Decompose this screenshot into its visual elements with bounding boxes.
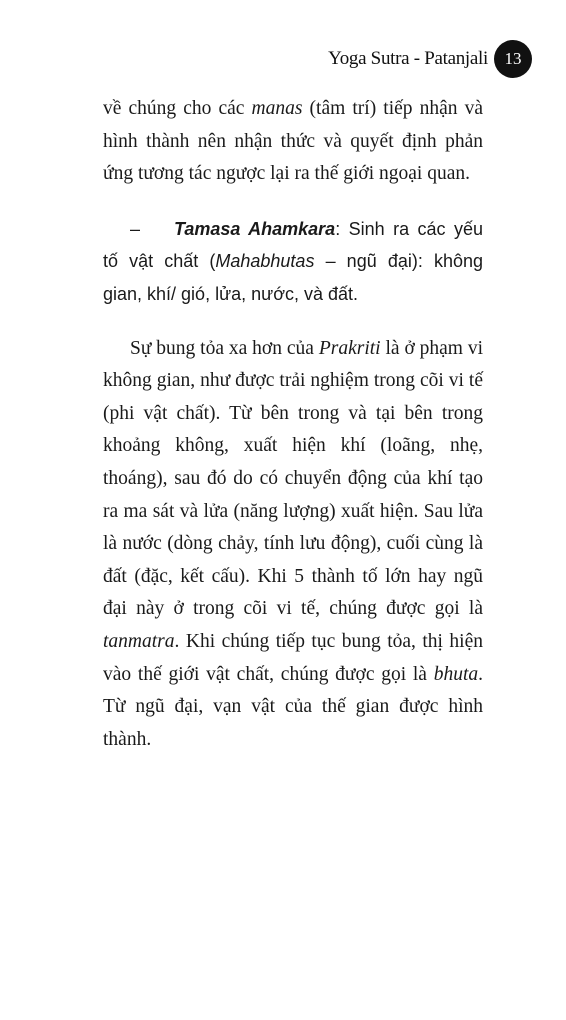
text-span: . Từ ngũ đại, vạn vật của thế gian được hình thành. <box>103 663 483 750</box>
term-tamasa-ahamkara: Tamasa Ahamkara <box>174 218 336 239</box>
term-manas: manas <box>251 98 303 119</box>
term-prakriti: Prakriti <box>318 337 381 359</box>
term-bhuta: bhuta <box>433 663 479 685</box>
text-span: (tâm trí) tiếp nhận và hình thành nên nhận thức và quyết định phản ứng tương tác ngược lại ra thế giới ngoại quan. <box>103 98 483 185</box>
term-tanmatra: tanmatra <box>103 630 175 652</box>
page-number: 13 <box>494 40 532 78</box>
text-span: – ngũ đại): không gian, khí/ gió, lửa, nước, và đất. <box>103 251 483 304</box>
text-span: : Sinh ra các yếu tố vật chất ( <box>103 218 483 272</box>
paragraph-prakriti <box>103 333 483 757</box>
page-header <box>328 40 532 78</box>
term-mahabhutas: Mahabhutas <box>215 251 315 272</box>
text-span: . Khi chúng tiếp tục bung tỏa, thị hiện vào thế giới vật chất, chúng được gọi là <box>103 630 483 685</box>
text-span: là ở phạm vi không gian, như được trải nghiệm trong cõi vi tế (phi vật chất). Từ bên trong và tại bên trong khoảng không, xuất hiện khí (loãng, nhẹ, thoáng), sau đó do có chuyển động của khí tạo ra ma sát và lửa (năng lượng) xuất hiện. Sau lửa là nước (dòng chảy, tính lưu động), cuối cùng là đất (đặc, kết cấu). Khi 5 thành tố lớn hay ngũ đại này ở trong cõi vi tế, chúng được gọi là <box>103 337 484 620</box>
paragraph-continuation <box>103 93 483 191</box>
text-span: về chúng cho các <box>103 98 252 119</box>
paragraph-tamasa <box>103 213 483 311</box>
running-title: Yoga Sutra - Patanjali <box>328 48 488 69</box>
text-span: Sự bung tỏa xa hơn của <box>130 337 319 359</box>
page-body <box>103 93 483 778</box>
list-dash: – <box>130 218 141 239</box>
